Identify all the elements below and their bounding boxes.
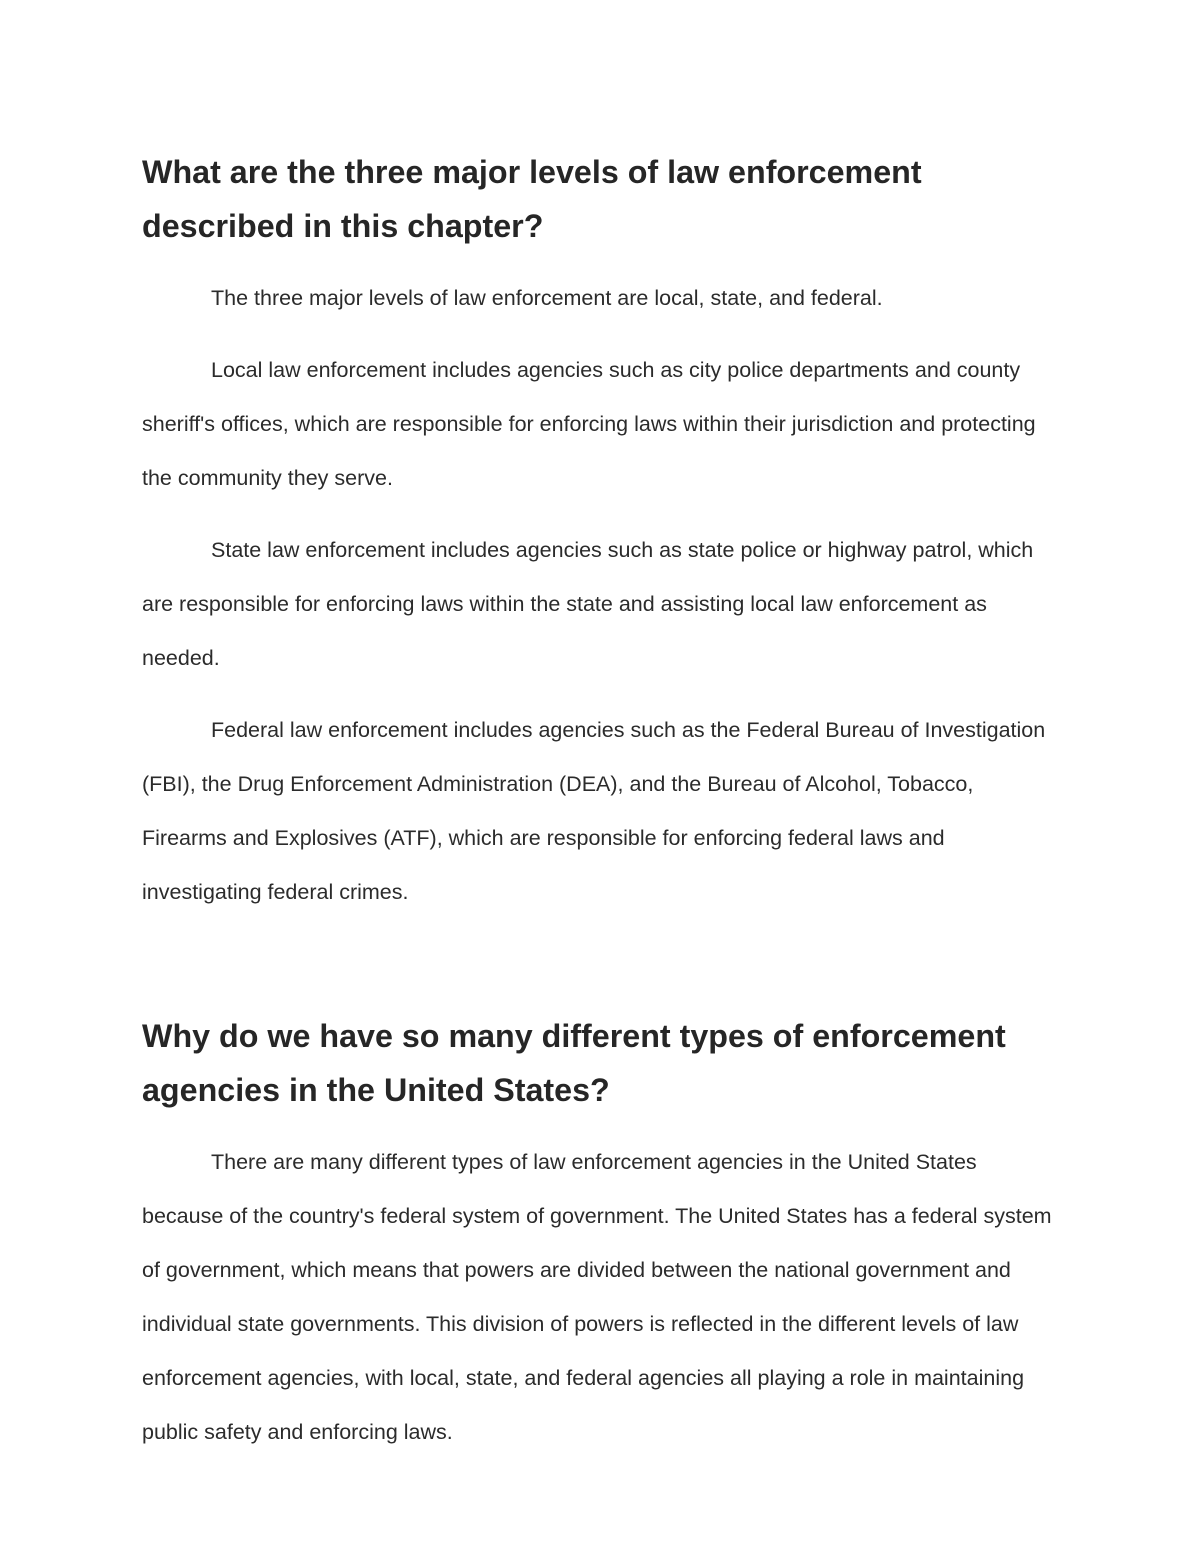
answer-paragraph: Federal law enforcement includes agencies such as the Federal Bureau of Investigation (FBI), the Drug Enforcement Administration (DEA), and the Bureau of Alcohol, Tobacco, Firearms and Explosives (ATF), which are responsible for enforcing federal laws and investigating federal crimes. — [142, 718, 1046, 904]
question-heading: Why do we have so many different types of enforcement agencies in the United States? — [142, 1018, 1006, 1108]
document-body — [142, 145, 1060, 1477]
section-spacer — [142, 937, 1060, 1009]
answer-paragraph: The three major levels of law enforcement are local, state, and federal. — [211, 286, 883, 310]
question-heading: What are the three major levels of law enforcement described in this chapter? — [142, 154, 922, 244]
answer-paragraph: State law enforcement includes agencies such as state police or highway patrol, which are responsible for enforcing laws within the state and assisting local law enforcement as needed. — [142, 538, 1034, 670]
answer-paragraph: There are many different types of law enforcement agencies in the United States because of the country's federal system of government. The United States has a federal system of government, which means that powers are divided between the national government and individual state governments. This division of powers is reflected in the different levels of law enforcement agencies, with local, state, and federal agencies all playing a role in maintaining public safety and enforcing laws. — [142, 1150, 1052, 1444]
answer-paragraph: Local law enforcement includes agencies such as city police departments and county sheriff's offices, which are responsible for enforcing laws within their jurisdiction and protecting the community they serve. — [142, 358, 1036, 490]
